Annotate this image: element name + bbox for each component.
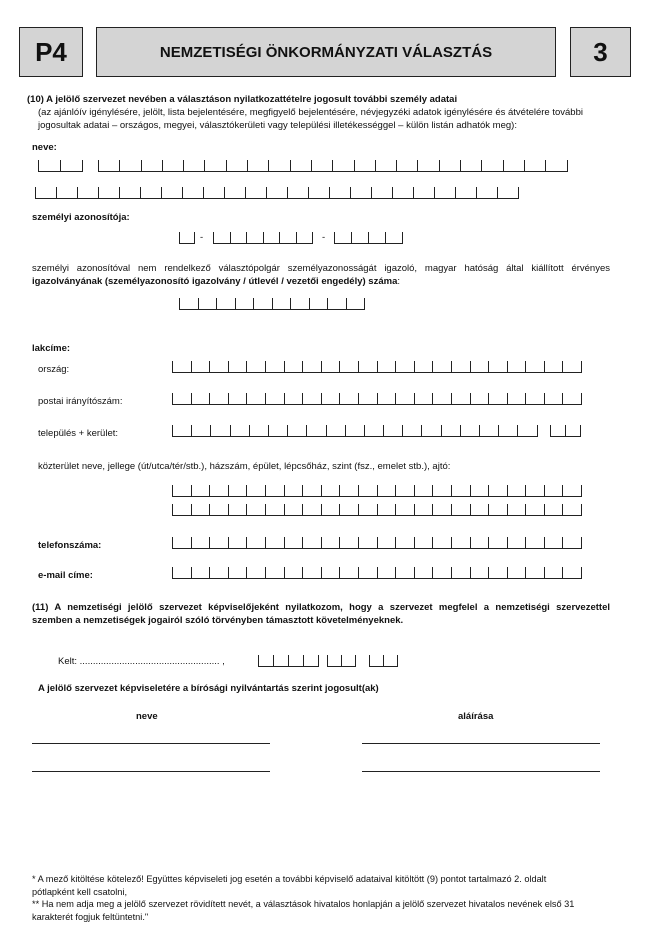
char-box[interactable] [162, 187, 183, 198]
char-box[interactable] [173, 425, 192, 436]
personal-id-dash-2: - [322, 232, 326, 243]
name-label: neve: [32, 142, 57, 153]
char-box[interactable] [359, 485, 378, 496]
char-box[interactable] [264, 232, 281, 243]
char-box[interactable] [456, 187, 477, 198]
char-box[interactable] [211, 425, 230, 436]
char-box[interactable] [285, 537, 304, 548]
char-box[interactable] [508, 485, 527, 496]
char-box[interactable] [440, 160, 461, 171]
char-box[interactable] [359, 361, 378, 372]
char-box[interactable] [471, 537, 490, 548]
phone-field[interactable] [172, 537, 582, 549]
char-box[interactable] [433, 393, 452, 404]
char-box[interactable] [471, 567, 490, 578]
char-box[interactable] [396, 537, 415, 548]
char-box[interactable] [120, 187, 141, 198]
char-box[interactable] [378, 485, 397, 496]
char-box[interactable] [247, 537, 266, 548]
char-box[interactable] [563, 361, 582, 372]
char-box[interactable] [545, 567, 564, 578]
char-box[interactable] [489, 567, 508, 578]
char-box[interactable] [384, 425, 403, 436]
char-box[interactable] [192, 567, 211, 578]
char-box[interactable] [422, 425, 441, 436]
representative-name-line-1[interactable] [32, 743, 270, 744]
address-label: lakcíme: [32, 343, 71, 354]
char-box[interactable] [518, 425, 537, 436]
form-title-box [96, 27, 556, 77]
char-box[interactable] [307, 425, 326, 436]
char-box[interactable] [254, 298, 273, 309]
char-box[interactable] [120, 160, 141, 171]
section11-line1: (11) A nemzetiségi jelölő szervezet képviselőjeként nyilatkozom, hogy a szervezet megfelel a nemzetiségi szervezettel [32, 602, 610, 613]
id-document-line2-bold: igazolványának (személyazonosító igazolvány / útlevél / vezetői engedély) száma [32, 275, 398, 287]
char-box[interactable] [280, 232, 297, 243]
char-box[interactable] [452, 361, 471, 372]
char-box[interactable] [192, 485, 211, 496]
street-field-row2[interactable] [172, 504, 582, 516]
section10-note-line1: (az ajánlóív igénylésére, jelölt, lista bejelentésére, megfigyelő bejelentésére, névjegyzéki adatok igénylésére és átvételére további [38, 107, 583, 118]
footnote-1-line2: pótlapként kell csatolni, [32, 886, 127, 897]
char-box[interactable] [452, 537, 471, 548]
email-field[interactable] [172, 567, 582, 579]
char-box[interactable] [204, 187, 225, 198]
char-box[interactable] [269, 425, 288, 436]
char-box[interactable] [288, 425, 307, 436]
char-box[interactable] [205, 160, 226, 171]
char-box[interactable] [340, 485, 359, 496]
id-document-text [32, 263, 610, 288]
char-box[interactable] [163, 160, 184, 171]
char-box[interactable] [173, 485, 192, 496]
char-box[interactable] [250, 425, 269, 436]
representative-signature-line-2[interactable] [362, 771, 600, 772]
char-box[interactable] [297, 232, 314, 243]
char-box[interactable] [266, 567, 285, 578]
char-box[interactable] [246, 187, 267, 198]
char-box[interactable] [359, 504, 378, 515]
char-box[interactable] [545, 361, 564, 372]
street-field-row1[interactable] [172, 485, 582, 497]
char-box[interactable] [418, 160, 439, 171]
char-box[interactable] [526, 567, 545, 578]
char-box[interactable] [266, 537, 285, 548]
char-box[interactable] [545, 393, 564, 404]
district-field[interactable] [550, 425, 581, 437]
char-box[interactable] [378, 393, 397, 404]
name-field-row1[interactable] [98, 160, 568, 172]
section11-line2: szemben a nemzetiségek jogairól szóló törvényben támasztott követelményeknek. [32, 614, 404, 626]
char-box[interactable] [266, 393, 285, 404]
char-box[interactable] [551, 425, 566, 436]
char-box[interactable] [210, 485, 229, 496]
country-field[interactable] [172, 361, 582, 373]
char-box[interactable] [210, 361, 229, 372]
char-box[interactable] [340, 361, 359, 372]
representative-name-line-2[interactable] [32, 771, 270, 772]
char-box[interactable] [227, 160, 248, 171]
char-box[interactable] [229, 567, 248, 578]
char-box[interactable] [322, 567, 341, 578]
char-box[interactable] [327, 425, 346, 436]
char-box[interactable] [378, 537, 397, 548]
representative-signature-line-1[interactable] [362, 743, 600, 744]
char-box[interactable] [414, 187, 435, 198]
char-box[interactable] [415, 393, 434, 404]
char-box[interactable] [99, 160, 120, 171]
char-box[interactable] [471, 361, 490, 372]
char-box[interactable] [526, 485, 545, 496]
char-box[interactable] [285, 567, 304, 578]
char-box[interactable] [173, 567, 192, 578]
char-box[interactable] [355, 160, 376, 171]
char-box[interactable] [525, 160, 546, 171]
char-box[interactable] [393, 187, 414, 198]
char-box[interactable] [303, 504, 322, 515]
char-box[interactable] [359, 567, 378, 578]
char-box[interactable] [229, 485, 248, 496]
place-label: Kelt: ..................................................... , [58, 656, 225, 667]
char-box[interactable] [352, 232, 369, 243]
section11-statement [32, 602, 610, 627]
personal-id-field-2[interactable] [213, 232, 313, 244]
char-box[interactable] [210, 504, 229, 515]
char-box[interactable] [546, 160, 567, 171]
char-box[interactable] [563, 485, 582, 496]
char-box[interactable] [210, 567, 229, 578]
email-label: e-mail címe: [38, 570, 93, 581]
char-box[interactable] [285, 485, 304, 496]
char-box[interactable] [489, 393, 508, 404]
char-box[interactable] [545, 537, 564, 548]
char-box[interactable] [397, 160, 418, 171]
char-box[interactable] [303, 361, 322, 372]
char-box[interactable] [303, 567, 322, 578]
char-box[interactable] [403, 425, 422, 436]
char-box[interactable] [309, 187, 330, 198]
char-box[interactable] [247, 393, 266, 404]
char-box[interactable] [452, 567, 471, 578]
char-box[interactable] [310, 298, 329, 309]
char-box[interactable] [288, 187, 309, 198]
char-box[interactable] [210, 393, 229, 404]
char-box[interactable] [266, 361, 285, 372]
char-box[interactable] [335, 232, 352, 243]
country-label: ország: [38, 364, 70, 375]
char-box[interactable] [142, 160, 163, 171]
char-box[interactable] [291, 160, 312, 171]
char-box[interactable] [267, 187, 288, 198]
char-box[interactable] [266, 485, 285, 496]
char-box[interactable] [36, 187, 57, 198]
char-box[interactable] [229, 393, 248, 404]
char-box[interactable] [333, 160, 354, 171]
char-box[interactable] [489, 361, 508, 372]
personal-id-field-3[interactable] [334, 232, 403, 244]
char-box[interactable] [376, 160, 397, 171]
char-box[interactable] [370, 655, 384, 666]
char-box[interactable] [508, 504, 527, 515]
char-box[interactable] [285, 393, 304, 404]
char-box[interactable] [291, 298, 310, 309]
char-box[interactable] [346, 425, 365, 436]
char-box[interactable] [378, 567, 397, 578]
char-box[interactable] [378, 504, 397, 515]
char-box[interactable] [217, 298, 236, 309]
char-box[interactable] [372, 187, 393, 198]
char-box[interactable] [340, 393, 359, 404]
char-box[interactable] [480, 425, 499, 436]
char-box[interactable] [461, 425, 480, 436]
settlement-label: település + kerület: [38, 428, 119, 439]
char-box[interactable] [369, 232, 386, 243]
char-box[interactable] [229, 504, 248, 515]
footnote-2-line2: karakterét fogjuk feltüntetni." [32, 911, 149, 922]
id-document-line1: személyi azonosítóval nem rendelkező választópolgár személyazonosságát igazoló, magyar hatóság által kiállított érvényes [32, 263, 610, 274]
char-box[interactable] [231, 425, 250, 436]
id-document-line2-end: : [397, 275, 400, 287]
char-box[interactable] [563, 567, 582, 578]
char-box[interactable] [563, 393, 582, 404]
char-box[interactable] [508, 567, 527, 578]
char-box[interactable] [452, 393, 471, 404]
char-box[interactable] [477, 187, 498, 198]
section10-heading: (10) A jelölő szervezet nevében a választáson nyilatkozattételre jogosult további személy adatai [27, 94, 458, 105]
char-box[interactable] [433, 567, 452, 578]
personal-id-field-1[interactable] [179, 232, 195, 244]
street-label: közterület neve, jellege (út/utca/tér/stb.), házszám, épület, lépcsőház, szint (fsz., emelet stb.), ajtó: [38, 461, 451, 472]
char-box[interactable] [433, 361, 452, 372]
char-box[interactable] [342, 655, 356, 666]
char-box[interactable] [498, 187, 519, 198]
char-box[interactable] [415, 537, 434, 548]
char-box[interactable] [192, 361, 211, 372]
char-box[interactable] [482, 160, 503, 171]
char-box[interactable] [526, 537, 545, 548]
signature-column-label: aláírása [458, 711, 494, 722]
char-box[interactable] [173, 537, 192, 548]
char-box[interactable] [247, 567, 266, 578]
char-box[interactable] [452, 485, 471, 496]
char-box[interactable] [285, 504, 304, 515]
char-box[interactable] [415, 485, 434, 496]
char-box[interactable] [231, 232, 248, 243]
postal-code-label: postai irányítószám: [38, 396, 123, 407]
char-box[interactable] [471, 485, 490, 496]
char-box[interactable] [489, 537, 508, 548]
char-box[interactable] [322, 485, 341, 496]
name-column-label: neve [136, 711, 158, 722]
representative-heading: A jelölő szervezet képviseletére a bírósági nyilvántartás szerint jogosult(ak) [38, 683, 379, 694]
char-box[interactable] [57, 187, 78, 198]
char-box[interactable] [396, 393, 415, 404]
char-box[interactable] [266, 504, 285, 515]
char-box[interactable] [359, 393, 378, 404]
char-box[interactable] [442, 425, 461, 436]
char-box[interactable] [180, 298, 199, 309]
char-box[interactable] [396, 485, 415, 496]
char-box[interactable] [247, 232, 264, 243]
footnotes [32, 873, 622, 923]
char-box[interactable] [351, 187, 372, 198]
char-box[interactable] [229, 361, 248, 372]
phone-label: telefonszáma: [38, 540, 102, 551]
char-box[interactable] [545, 504, 564, 515]
char-box[interactable] [183, 187, 204, 198]
char-box[interactable] [340, 567, 359, 578]
char-box[interactable] [141, 187, 162, 198]
date-day-field[interactable] [369, 655, 398, 667]
char-box[interactable] [225, 187, 246, 198]
char-box[interactable] [415, 361, 434, 372]
char-box[interactable] [415, 504, 434, 515]
id-document-number-field[interactable] [179, 298, 365, 310]
char-box[interactable] [210, 537, 229, 548]
char-box[interactable] [526, 504, 545, 515]
page-number: 3 [593, 36, 608, 67]
char-box[interactable] [396, 361, 415, 372]
char-box[interactable] [214, 232, 231, 243]
char-box[interactable] [247, 504, 266, 515]
char-box[interactable] [236, 298, 255, 309]
char-box[interactable] [322, 361, 341, 372]
char-box[interactable] [566, 425, 581, 436]
char-box[interactable] [312, 160, 333, 171]
char-box[interactable] [229, 537, 248, 548]
char-box[interactable] [247, 485, 266, 496]
char-box[interactable] [328, 298, 347, 309]
date-year-field[interactable] [258, 655, 319, 667]
char-box[interactable] [248, 160, 269, 171]
char-box[interactable] [545, 485, 564, 496]
char-box[interactable] [563, 504, 582, 515]
char-box[interactable] [378, 361, 397, 372]
char-box[interactable] [489, 485, 508, 496]
date-month-field[interactable] [327, 655, 356, 667]
char-box[interactable] [303, 485, 322, 496]
char-box[interactable] [340, 504, 359, 515]
char-box[interactable] [192, 504, 211, 515]
char-box[interactable] [173, 504, 192, 515]
char-box[interactable] [433, 485, 452, 496]
char-box[interactable] [285, 361, 304, 372]
char-box[interactable] [526, 361, 545, 372]
char-box[interactable] [508, 361, 527, 372]
char-box[interactable] [192, 537, 211, 548]
char-box[interactable] [435, 187, 456, 198]
char-box[interactable] [508, 393, 527, 404]
char-box[interactable] [526, 393, 545, 404]
char-box[interactable] [433, 504, 452, 515]
char-box[interactable] [259, 655, 274, 666]
char-box[interactable] [99, 187, 120, 198]
char-box[interactable] [415, 567, 434, 578]
char-box[interactable] [386, 232, 403, 243]
char-box[interactable] [304, 655, 319, 666]
id-document-line2 [32, 276, 610, 289]
personal-id-label: személyi azonosítója: [32, 212, 130, 223]
char-box[interactable] [289, 655, 304, 666]
char-box[interactable] [322, 393, 341, 404]
char-box[interactable] [184, 160, 205, 171]
char-box[interactable] [199, 298, 218, 309]
name-field-row2[interactable] [35, 187, 519, 199]
char-box[interactable] [359, 537, 378, 548]
postal-code-field[interactable] [172, 393, 582, 405]
char-box[interactable] [433, 537, 452, 548]
char-box[interactable] [563, 537, 582, 548]
char-box[interactable] [396, 504, 415, 515]
char-box[interactable] [322, 537, 341, 548]
char-box[interactable] [365, 425, 384, 436]
section10-note-line2: jogosultak adatai – országos, megyei, választókerületi vagy települési illetékességgel – külön listán adhatók meg): [38, 120, 517, 131]
char-box[interactable] [269, 160, 290, 171]
char-box[interactable] [303, 537, 322, 548]
char-box[interactable] [322, 504, 341, 515]
char-box[interactable] [273, 298, 292, 309]
settlement-field[interactable] [172, 425, 538, 437]
char-box[interactable] [247, 361, 266, 372]
form-title: NEMZETISÉGI ÖNKORMÁNYZATI VÁLASZTÁS [159, 43, 493, 61]
form-code: P4 [35, 36, 67, 67]
char-box[interactable] [489, 504, 508, 515]
char-box[interactable] [340, 537, 359, 548]
char-box[interactable] [508, 537, 527, 548]
char-box[interactable] [471, 393, 490, 404]
char-box[interactable] [384, 655, 398, 666]
char-box[interactable] [499, 425, 518, 436]
char-box[interactable] [303, 393, 322, 404]
char-box[interactable] [396, 567, 415, 578]
char-box[interactable] [328, 655, 342, 666]
char-box[interactable] [78, 187, 99, 198]
footnote-2-line1: ** Ha nem adja meg a jelölő szervezet rövidített nevét, a választások hivatalos honlapján a jelölő szervezet hivatalos nevének első 31 [32, 899, 575, 909]
char-box[interactable] [471, 504, 490, 515]
char-box[interactable] [274, 655, 289, 666]
char-box[interactable] [452, 504, 471, 515]
footnote-1-line1: * A mező kitöltése kötelező! Együttes képviseleti jog esetén a további képviselő adataival kitöltött (9) pontot tartalmazó 2. oldalt [32, 874, 547, 884]
char-box[interactable] [173, 361, 192, 372]
personal-id-dash-1: - [200, 232, 204, 243]
char-box[interactable] [347, 298, 366, 309]
char-box[interactable] [192, 425, 211, 436]
name-field-prefix[interactable] [38, 160, 83, 172]
form-code-box [19, 27, 83, 77]
char-box[interactable] [173, 393, 192, 404]
page-number-box [570, 27, 631, 77]
char-box[interactable] [330, 187, 351, 198]
char-box[interactable] [504, 160, 525, 171]
char-box[interactable] [192, 393, 211, 404]
char-box[interactable] [461, 160, 482, 171]
